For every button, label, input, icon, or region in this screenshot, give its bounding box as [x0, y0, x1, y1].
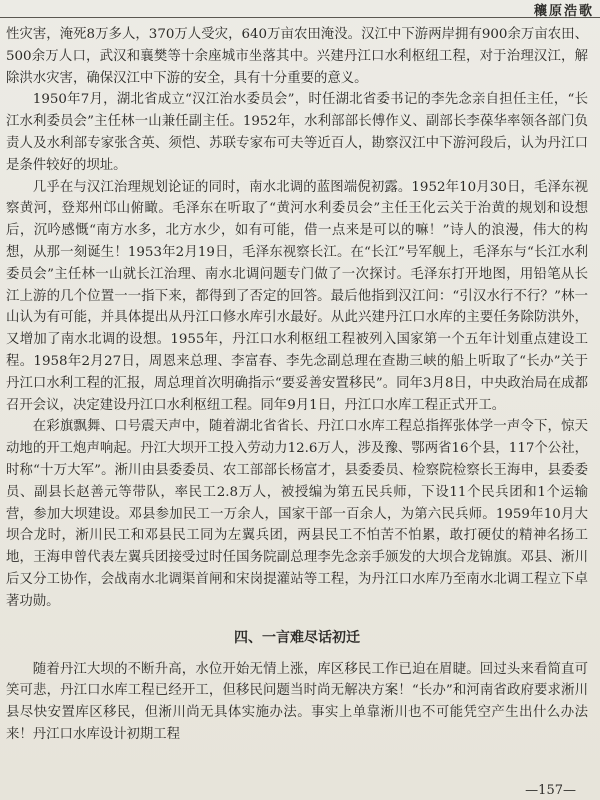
running-header — [0, 0, 600, 20]
section-paragraph-1: 随着丹江大坝的不断升高，水位开始无情上涨，库区移民工作已迫在眉睫。回过头来看简直可笑可悲，丹江口水库工程已经开工，但移民问题当时尚无解决方案！“长办”和河南省政府要求淅川县尽快安置库区移民，但淅川尚无具体实施办法。事实上单靠淅川也不可能凭空产生出什么办法来！丹江口水库设计初期工程 — [6, 661, 588, 742]
paragraph-2: 1950年7月，湖北省成立“汉江治水委员会”，时任湖北省委书记的李先念亲自担任主任，“长江水利委员会”主任林一山兼任副主任。1952年，水利部部长傅作义、副部长李葆华率领各部门负责人及水利部专家张含英、须恺、苏联专家布可夫等近百人，勘察汉江中下游河段后，认为丹江口是条件较好的坝址。 — [6, 92, 588, 173]
running-title: 穰原浩歌 — [533, 4, 594, 19]
page-number: —157— — [525, 783, 576, 798]
header-rule — [0, 17, 600, 18]
page-body — [6, 24, 588, 768]
paragraph-3: 几乎在与汉江治理规划论证的同时，南水北调的蓝图端倪初露。1952年10月30日，毛泽东视察黄河，登郑州邙山俯瞰。毛泽东在听取了“黄河水利委员会”主任王化云关于治黄的规划和设想后，沉吟感慨“南方水多，北方水少，如有可能，借一点来是可以的嘛！”诗人的浪漫，伟大的构想，从那一刻诞生！1953年2月19日，毛泽东视察长江。在“长江”号军舰上，毛泽东与“长江水利委员会”主任林一山就长江治理、南水北调问题专门做了一次探讨。毛泽东打开地图，用铅笔从长江上游的几个位置一一指下来，都得到了否定的回答。最后他指到汉江问：“引汉水行不行？”林一山认为有可能，并具体提出从丹江口修水库引水最好。从此兴建丹江口水库的主要任务除防洪外，又增加了南水北调的设想。1955年，丹江口水利枢纽工程被列入国家第一个五年计划重点建设工程。1958年2月27日，周恩来总理、李富春、李先念副总理在查勘三峡的船上听取了“长办”关于丹江口水利工程的汇报，周总理首次明确指示“要妥善安置移民”。同年3月8日，中央政治局在成都召开会议，决定建设丹江口水利枢纽工程。同年9月1日，丹江口水库工程正式开工。 — [6, 179, 588, 413]
paragraph-1: 性灾害，淹死8万多人，370万人受灾，640万亩农田淹没。汉江中下游两岸拥有900余万亩农田、500余万人口，武汉和襄樊等十余座城市坐落其中。兴建丹江口水利枢纽工程，对于治理汉江，解除洪水灾害，确保汉江中下游的安全，具有十分重要的意义。 — [6, 27, 588, 86]
paragraph-4: 在彩旗飘舞、口号震天声中，随着湖北省省长、丹江口水库工程总指挥张体学一声令下，惊天动地的开工炮声响起。丹江大坝开工投入劳动力12.6万人，涉及豫、鄂两省16个县，117个公社，时称“十万大军”。淅川由县委委员、农工部部长杨富才，县委委员、检察院检察长王海申，县委委员、副县长赵善元等带队，率民工2.8万人，被授编为第五民兵师，下设11个民兵团和1个运输营，参加大坝建设。邓县参加民工一万余人，国家干部一百余人，为第六民兵师。1959年10月大坝合龙时，淅川民工和邓县民工同为左翼兵团，两县民工不怕苦不怕累，敢打硬仗的精神名扬工地，王海申曾代表左翼兵团接受过时任国务院副总理李先念亲手颁发的大坝合龙锦旗。邓县、淅川后又分工协作，会战南水北调渠首闸和宋岗提灌站等工程，为丹江口水库乃至南水北调工程立下卓著功勋。 — [6, 419, 588, 609]
section-heading: 四、一言难尽话初迁 — [234, 629, 360, 646]
